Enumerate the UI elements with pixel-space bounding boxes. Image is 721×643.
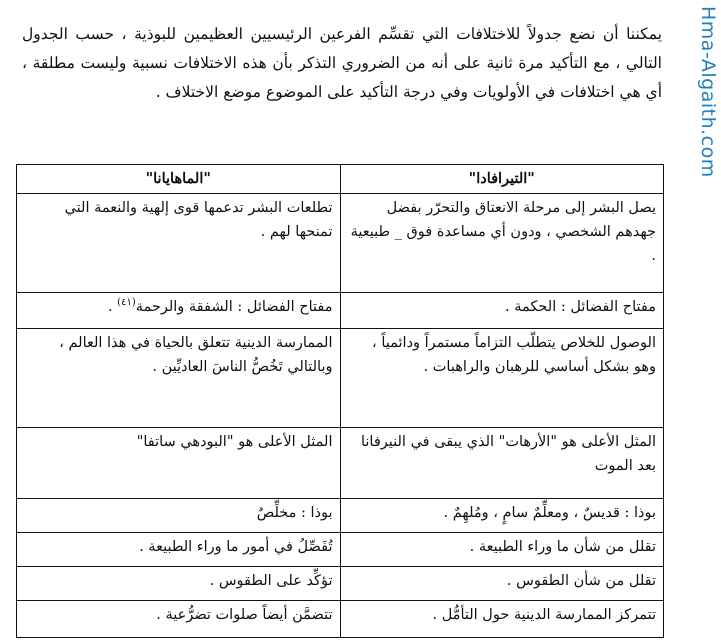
cell-theravada: بوذا : قديسٌ ، ومعلِّمٌ سامٍ ، ومُلهِمٌ . [340,498,664,532]
cell-mahayana: تطلعات البشر تدعمها قوى إلهية والنعمة التي تمنحها لهم . [17,194,341,293]
cell-mahayana-text: مفتاح الفضائل : الشفقة والرحمة [135,298,333,315]
footnote-marker: (٤١) [117,296,136,308]
table-row [17,567,664,601]
table-row [17,498,664,532]
table-row [17,292,664,328]
cell-theravada: الوصول للخلاص يتطلّب التزاماً مستمراً ودائمياً ، وهو بشكل أساسي للرهبان والراهبات . [340,329,664,428]
table-row [17,194,664,293]
header-theravada: "التيرافادا" [340,165,664,194]
cell-theravada: المثل الأعلى هو "الأرهات" الذي يبقى في النيرفانا بعد الموت [340,427,664,498]
comparison-table [16,164,664,638]
cell-theravada: مفتاح الفضائل : الحكمة . [340,292,664,328]
site-watermark: Hma-Algaith.com [697,6,719,178]
cell-mahayana: تُفَصِّلُ في أمور ما وراء الطبيعة . [17,532,341,566]
cell-mahayana: تؤكِّد على الطقوس . [17,567,341,601]
cell-theravada: تقلل من شأن الطقوس . [340,567,664,601]
cell-mahayana [17,292,341,328]
table-row [17,329,664,428]
table-header-row [17,165,664,194]
table-row [17,532,664,566]
header-mahayana: "الماهايانا" [17,165,341,194]
intro-paragraph: يمكننا أن نضع جدولاً للاختلافات التي تقسِّم الفرعين الرئيسيين العظيمين للبوذية ، حسب الجدول التالي ، مع التأكيد مرة ثانية على أنه من الضروري التذكر بأن هذه الاختلافات نسبية وليست مطلقة ، أي هي اختلافات في الأولويات وفي درجة التأكيد على الموضوع موضع الاختلاف . [22,24,662,101]
cell-theravada: تقلل من شأن ما وراء الطبيعة . [340,532,664,566]
cell-mahayana: بوذا : مخلِّصٌ [17,498,341,532]
cell-theravada: تتمركز الممارسة الدينية حول التأمُّل . [340,601,664,638]
cell-mahayana-end: . [107,298,118,315]
cell-mahayana: المثل الأعلى هو "البودهي ساتفا" [17,427,341,498]
table-row [17,601,664,638]
table-row [17,427,664,498]
cell-mahayana: الممارسة الدينية تتعلق بالحياة في هذا العالم ، وبالتالي تَخُصُّ الناسَ العاديِّين . [17,329,341,428]
cell-theravada: يصل البشر إلى مرحلة الانعتاق والتحرّر بفضل جهدهم الشخصي ، ودون أي مساعدة فوق _ طبيعية . [340,194,664,293]
cell-mahayana: تتضمَّن أيضاً صلوات تضرُّعية . [17,601,341,638]
